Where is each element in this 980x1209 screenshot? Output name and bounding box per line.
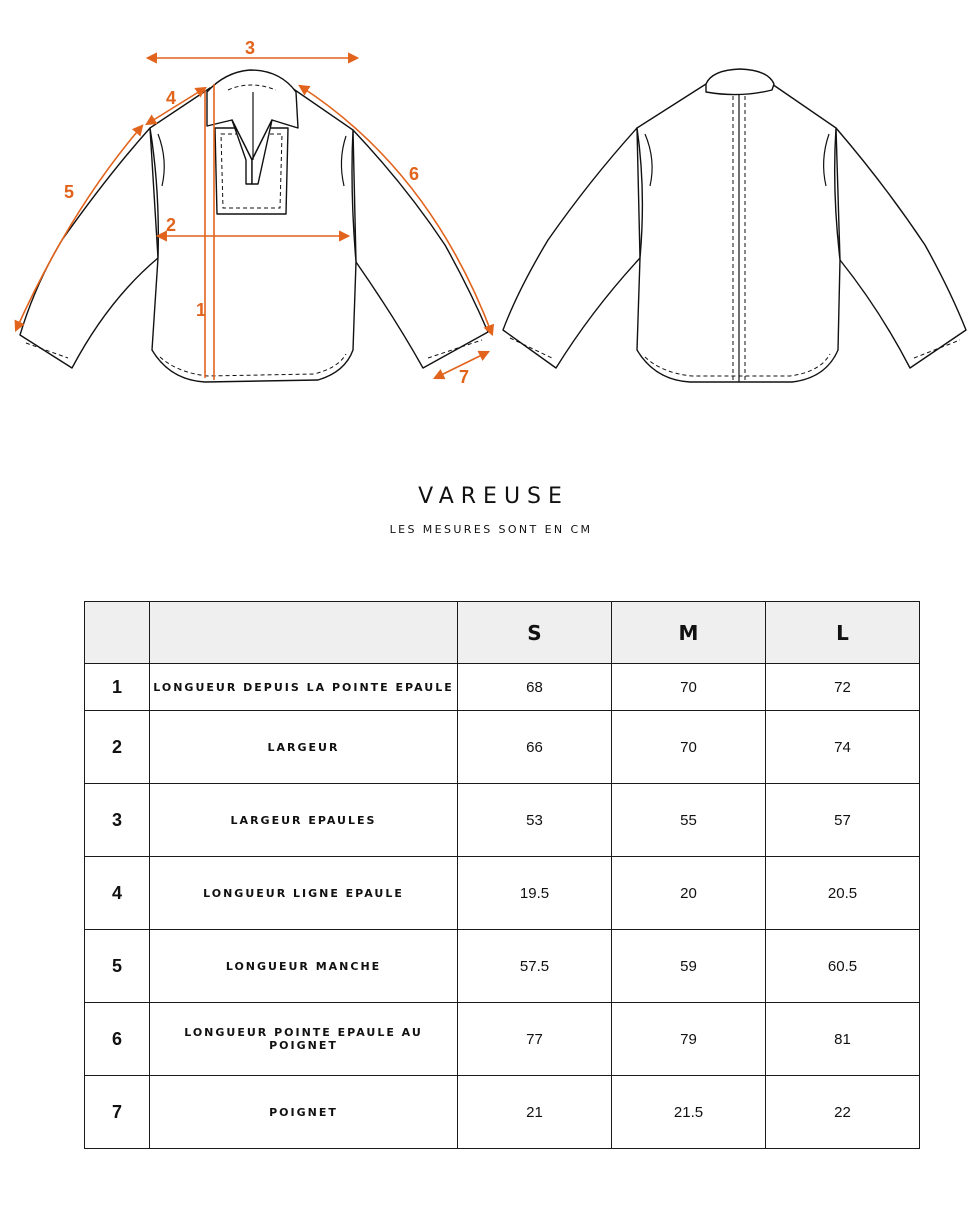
row-label: LONGUEUR MANCHE bbox=[150, 930, 458, 1003]
value-m: 20 bbox=[612, 857, 766, 930]
size-table bbox=[84, 601, 920, 1149]
value-l: 57 bbox=[766, 784, 920, 857]
table-row bbox=[85, 1003, 920, 1076]
row-number: 2 bbox=[85, 711, 150, 784]
value-s: 68 bbox=[458, 664, 612, 711]
header-size-l: L bbox=[766, 602, 920, 664]
value-l: 72 bbox=[766, 664, 920, 711]
front-view bbox=[20, 70, 488, 382]
back-left-sleeve bbox=[503, 128, 640, 368]
table-row bbox=[85, 857, 920, 930]
row-label: POIGNET bbox=[150, 1076, 458, 1149]
table-row bbox=[85, 664, 920, 711]
marker-7: 7 bbox=[459, 367, 470, 387]
back-collar bbox=[706, 69, 774, 95]
row-label: LARGEUR bbox=[150, 711, 458, 784]
back-view bbox=[503, 69, 966, 382]
row-label: LARGEUR EPAULES bbox=[150, 784, 458, 857]
row-number: 3 bbox=[85, 784, 150, 857]
value-s: 57.5 bbox=[458, 930, 612, 1003]
header-num bbox=[85, 602, 150, 664]
value-l: 74 bbox=[766, 711, 920, 784]
table-row bbox=[85, 711, 920, 784]
marker-6: 6 bbox=[409, 164, 420, 184]
garment-illustration bbox=[0, 0, 980, 420]
value-m: 70 bbox=[612, 664, 766, 711]
heading bbox=[0, 484, 980, 536]
row-number: 1 bbox=[85, 664, 150, 711]
value-l: 20.5 bbox=[766, 857, 920, 930]
row-number: 7 bbox=[85, 1076, 150, 1149]
value-m: 55 bbox=[612, 784, 766, 857]
value-l: 22 bbox=[766, 1076, 920, 1149]
value-s: 21 bbox=[458, 1076, 612, 1149]
table-row bbox=[85, 1076, 920, 1149]
row-label: LONGUEUR DEPUIS LA POINTE EPAULE bbox=[150, 664, 458, 711]
value-s: 53 bbox=[458, 784, 612, 857]
table-row bbox=[85, 930, 920, 1003]
back-right-sleeve bbox=[836, 128, 966, 368]
value-s: 66 bbox=[458, 711, 612, 784]
units-note: LES MESURES SONT EN CM bbox=[389, 523, 593, 536]
table-row bbox=[85, 784, 920, 857]
value-m: 59 bbox=[612, 930, 766, 1003]
value-l: 81 bbox=[766, 1003, 920, 1076]
row-number: 4 bbox=[85, 857, 150, 930]
marker-2: 2 bbox=[166, 215, 177, 235]
header-size-s: S bbox=[458, 602, 612, 664]
row-label: LONGUEUR LIGNE EPAULE bbox=[150, 857, 458, 930]
header-label bbox=[150, 602, 458, 664]
marker-3: 3 bbox=[245, 38, 256, 58]
value-m: 21.5 bbox=[612, 1076, 766, 1149]
table-header-row bbox=[85, 602, 920, 664]
value-l: 60.5 bbox=[766, 930, 920, 1003]
value-m: 79 bbox=[612, 1003, 766, 1076]
row-number: 5 bbox=[85, 930, 150, 1003]
marker-5: 5 bbox=[64, 182, 75, 202]
header-size-m: M bbox=[612, 602, 766, 664]
front-left-sleeve bbox=[20, 128, 158, 368]
value-s: 19.5 bbox=[458, 857, 612, 930]
marker-4: 4 bbox=[166, 88, 177, 108]
value-m: 70 bbox=[612, 711, 766, 784]
row-number: 6 bbox=[85, 1003, 150, 1076]
value-s: 77 bbox=[458, 1003, 612, 1076]
marker-1: 1 bbox=[196, 300, 207, 320]
row-label: LONGUEUR POINTE EPAULE AU POIGNET bbox=[150, 1003, 458, 1076]
front-right-sleeve bbox=[353, 130, 488, 368]
page-title: VAREUSE bbox=[418, 484, 569, 509]
